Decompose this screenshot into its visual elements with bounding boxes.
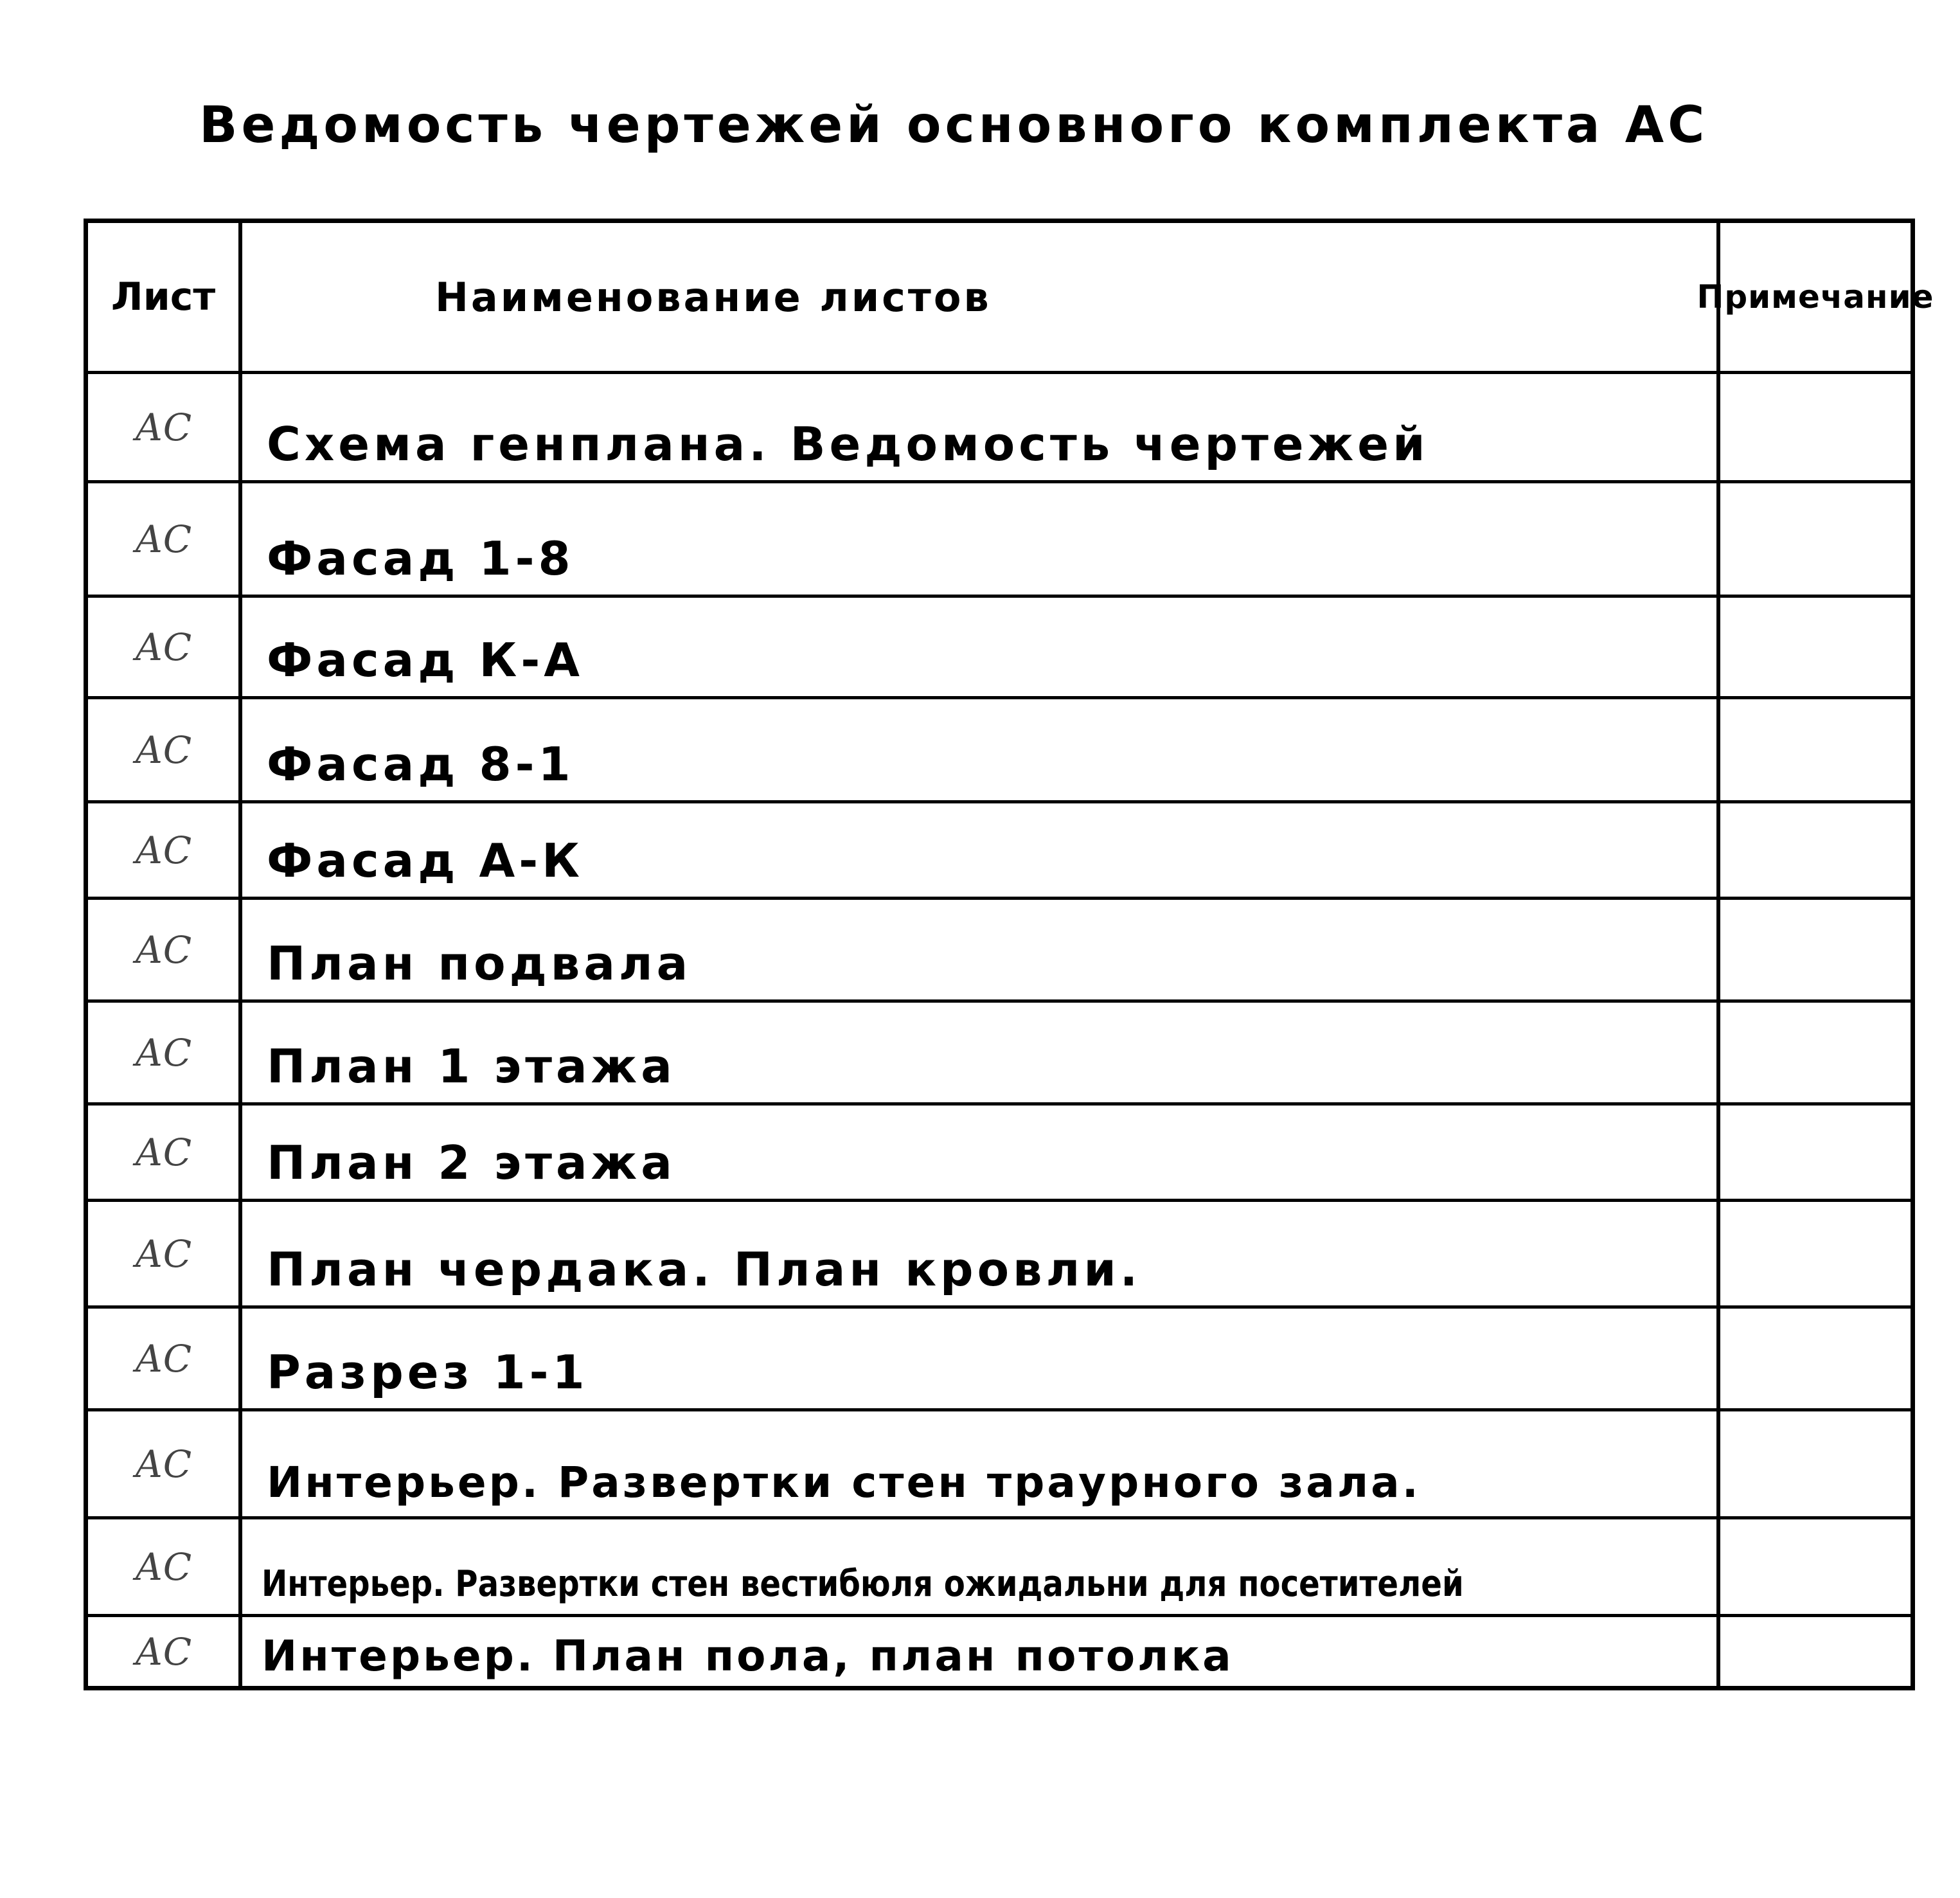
sheet-name-cell [242,803,1720,897]
sheet-code: АС [134,625,192,669]
sheet-note-cell [1720,1617,1911,1686]
sheet-name-cell [242,1617,1720,1686]
sheet-note-cell [1720,483,1911,595]
sheet-name: План 1 этажа [267,1039,676,1093]
sheet-code: АС [134,1130,192,1174]
sheet-name: План подвала [267,936,692,990]
document-title: Ведомость чертежей основного комплекта АС [199,96,1709,154]
header-sheet-label: Лист [111,274,216,319]
sheet-code-cell [88,900,242,999]
table-header-row [88,223,1934,374]
table-row [88,1106,1911,1202]
sheet-name: Фасад К-А [267,633,584,687]
sheet-note-cell [1720,374,1911,480]
sheet-code-cell [88,483,242,595]
sheet-code-cell [88,803,242,897]
sheet-note-cell [1720,598,1911,696]
header-note-label: Примечание [1697,278,1934,316]
sheet-name-cell [242,483,1720,595]
sheet-name: Интерьер. План пола, план потолка [262,1631,1234,1681]
table-row [88,1519,1911,1617]
header-cell-name [242,223,1720,371]
sheet-name-cell [242,900,1720,999]
sheet-name: Фасад 8-1 [267,737,575,791]
sheet-name-cell [242,1309,1720,1408]
sheet-note-cell [1720,900,1911,999]
sheet-name-cell [242,1202,1720,1305]
sheet-note-cell [1720,1519,1911,1614]
table-row [88,374,1911,483]
sheet-code-cell [88,1202,242,1305]
sheet-name-cell [242,1106,1720,1199]
sheet-note-cell [1720,1202,1911,1305]
header-cell-note [1697,223,1934,371]
sheet-code: АС [134,1544,192,1589]
sheet-code: АС [134,927,192,972]
sheet-code-cell [88,374,242,480]
table-row [88,598,1911,699]
sheet-code: АС [134,1442,192,1486]
sheet-code-cell [88,1411,242,1516]
sheet-code: АС [134,405,192,449]
sheet-note-cell [1720,803,1911,897]
sheet-name: Схема генплана. Ведомость чертежей [267,417,1429,471]
table-row [88,1411,1911,1519]
sheet-code-cell [88,699,242,800]
header-cell-sheet [88,223,242,371]
sheet-name: План чердака. План кровли. [267,1242,1142,1296]
sheet-code-cell [88,1309,242,1408]
table-row [88,1202,1911,1309]
sheet-note-cell [1720,1309,1911,1408]
sheet-code: АС [134,1030,192,1075]
sheet-code: АС [134,517,192,561]
sheet-code-cell [88,1003,242,1102]
sheet-code-cell [88,1106,242,1199]
table-row [88,699,1911,803]
table-row [88,483,1911,598]
sheet-note-cell [1720,1411,1911,1516]
sheet-code-cell [88,1617,242,1686]
sheet-note-cell [1720,699,1911,800]
sheet-name-cell [242,1519,1720,1614]
table-row [88,803,1911,900]
sheet-name: Интерьер. Развертки стен траурного зала. [267,1458,1421,1507]
sheet-name: Фасад А-К [267,834,584,888]
sheet-code: АС [134,1336,192,1381]
sheet-name-cell [242,699,1720,800]
sheet-name-cell [242,1003,1720,1102]
table-row [88,900,1911,1003]
sheet-code: АС [134,1629,192,1674]
sheet-name-cell [242,1411,1720,1516]
table-row [88,1617,1911,1686]
sheet-code: АС [134,1231,192,1276]
sheet-name-cell [242,598,1720,696]
table-row [88,1003,1911,1106]
sheet-note-cell [1720,1106,1911,1199]
sheet-code-cell [88,1519,242,1614]
sheet-name-cell [242,374,1720,480]
sheet-note-cell [1720,1003,1911,1102]
drawings-table [84,219,1934,1690]
sheet-name: План 2 этажа [267,1136,676,1190]
sheet-code-cell [88,598,242,696]
sheet-name: Фасад 1-8 [267,532,575,586]
sheet-code: АС [134,728,192,772]
sheet-name: Разрез 1-1 [267,1345,589,1399]
header-name-label: Наименование листов [435,273,992,321]
sheet-code: АС [134,828,192,872]
sheet-name: Интерьер. Развертки стен вестибюля ожидальни для посетителей [262,1563,1464,1605]
table-row [88,1309,1911,1411]
